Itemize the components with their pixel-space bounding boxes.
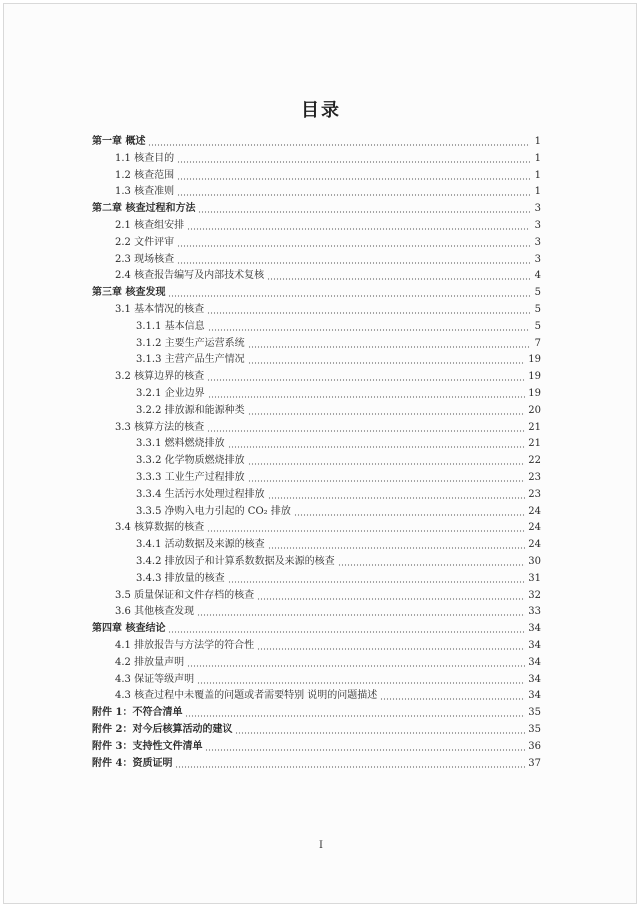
toc-entry-label: 3.2.2 排放源和能源种类	[136, 404, 245, 416]
dot-leader	[207, 530, 525, 532]
toc-entry-page-number: 34	[528, 640, 541, 651]
toc-entry-page-number: 3	[534, 220, 541, 231]
toc-entry-page-number: 23	[528, 472, 541, 483]
dot-leader	[380, 698, 525, 700]
dot-leader	[207, 312, 530, 314]
toc-entry-page-number: 3	[534, 236, 541, 248]
toc-entry-label: 3.4.2 排放因子和计算系数数据及来源的核查	[136, 556, 335, 567]
toc-entry-label: 4.3 核查过程中未覆盖的问题或者需要特别 说明的问题描述	[115, 690, 378, 702]
dot-leader	[197, 614, 525, 616]
dot-leader	[205, 749, 525, 751]
toc-section-entry[interactable]	[136, 434, 541, 450]
toc-section-entry[interactable]	[115, 418, 541, 434]
toc-entry-label: 附件 1：不符合清单	[92, 707, 183, 719]
toc-entry-page-number: 19	[528, 388, 541, 399]
toc-entry-label: 2.3 现场核查	[115, 253, 175, 265]
toc-chapter-entry[interactable]	[92, 754, 541, 770]
toc-entry-label: 3.1.2 主要生产运营系统	[136, 337, 245, 349]
dot-leader	[294, 514, 525, 516]
toc-section-entry[interactable]	[115, 182, 541, 198]
toc-entry-label: 4.1 排放报告与方法学的符合性	[115, 640, 255, 651]
toc-entry-label: 4.3 保证等级声明	[115, 673, 195, 685]
toc-entry-label: 3.4.1 活动数据及来源的核查	[136, 539, 265, 551]
toc-entry-page-number: 4	[534, 270, 541, 282]
toc-entry-page-number: 34	[528, 656, 541, 668]
dot-leader	[268, 497, 526, 499]
toc-entry-label: 3.5 质量保证和文件存档的核查	[115, 589, 255, 601]
dot-leader	[257, 648, 525, 650]
dot-leader	[177, 245, 530, 247]
dot-leader	[177, 178, 530, 180]
toc-section-entry[interactable]	[115, 250, 541, 266]
toc-entry-label: 3.1.3 主营产品生产情况	[136, 354, 245, 366]
toc-entry-label: 3.1 基本情况的核查	[115, 304, 205, 315]
toc-entry-page-number: 21	[528, 438, 541, 450]
dot-leader	[185, 715, 525, 717]
toc-entry-label: 1.3 核查准则	[115, 186, 175, 198]
page-number-footer: I	[319, 840, 323, 851]
toc-section-entry[interactable]	[115, 266, 541, 282]
toc-section-entry[interactable]	[115, 216, 541, 232]
toc-section-entry[interactable]	[136, 485, 541, 501]
toc-entry-label: 附件 3：支持性文件清单	[92, 740, 203, 752]
toc-entry-label: 3.3.5 净购入电力引起的 CO₂ 排放	[136, 505, 291, 517]
toc-entry-label: 3.3.1 燃料燃烧排放	[136, 438, 225, 450]
toc-entry-label: 2.2 文件评审	[115, 236, 175, 248]
toc-entry-page-number: 5	[534, 320, 541, 332]
toc-entry-page-number: 1	[534, 186, 541, 198]
toc-section-entry[interactable]	[136, 401, 541, 417]
dot-leader	[175, 766, 525, 768]
toc-section-entry[interactable]	[115, 586, 541, 602]
toc-entry-page-number: 24	[528, 539, 541, 551]
dot-leader	[187, 228, 530, 230]
toc-entry-page-number: 7	[534, 337, 541, 349]
toc-section-entry[interactable]	[115, 518, 541, 534]
dot-leader	[248, 480, 526, 482]
toc-section-entry[interactable]	[115, 602, 541, 618]
toc-entry-label: 3.2 核算边界的核查	[115, 371, 205, 383]
toc-entry-page-number: 1	[534, 169, 541, 181]
toc-entry-label: 第二章 核查过程和方法	[92, 203, 196, 215]
toc-entry-page-number: 21	[528, 421, 541, 433]
toc-section-entry[interactable]	[115, 367, 541, 383]
toc-section-entry[interactable]	[136, 334, 541, 350]
toc-entry-page-number: 3	[534, 203, 541, 215]
toc-entry-page-number: 22	[528, 455, 541, 467]
toc-entry-page-number: 35	[528, 724, 541, 735]
toc-entry-page-number: 20	[528, 404, 541, 416]
toc-entry-label: 2.4 核查报告编写及内部技术复核	[115, 270, 265, 282]
toc-entry-label: 3.3.2 化学物质燃烧排放	[136, 455, 245, 467]
dot-leader	[208, 396, 526, 398]
toc-entry-label: 3.3.3 工业生产过程排放	[136, 472, 245, 483]
toc-section-entry[interactable]	[115, 233, 541, 249]
toc-entry-label: 3.6 其他核查发现	[115, 606, 195, 618]
toc-entry-page-number: 1	[534, 136, 541, 147]
toc-entry-label: 3.3.4 生活污水处理过程排放	[136, 488, 265, 500]
toc-chapter-entry[interactable]	[92, 703, 541, 719]
toc-chapter-entry[interactable]	[92, 283, 541, 299]
dot-leader	[207, 379, 525, 381]
toc-entry-page-number: 34	[528, 623, 541, 635]
toc-entry-page-number: 5	[534, 304, 541, 315]
dot-leader	[208, 329, 530, 331]
dot-leader	[207, 430, 525, 432]
toc-entry-page-number: 36	[528, 740, 541, 752]
toc-entry-label: 第一章 概述	[92, 136, 146, 147]
toc-entry-label: 第四章 核查结论	[92, 623, 166, 635]
toc-entry-label: 3.1.1 基本信息	[136, 320, 205, 332]
toc-section-entry[interactable]	[115, 653, 541, 669]
toc-section-entry[interactable]	[115, 636, 541, 652]
toc-entry-label: 3.3 核算方法的核查	[115, 421, 205, 433]
toc-chapter-entry[interactable]	[92, 737, 541, 753]
dot-leader	[168, 295, 530, 297]
toc-entry-page-number: 24	[528, 505, 541, 517]
toc-entry-label: 1.2 核查范围	[115, 169, 175, 181]
toc-section-entry[interactable]	[115, 686, 541, 702]
toc-chapter-entry[interactable]	[92, 720, 541, 736]
toc-entry-page-number: 1	[534, 152, 541, 164]
dot-leader	[177, 194, 530, 196]
dot-leader	[248, 413, 526, 415]
toc-section-entry[interactable]	[136, 317, 541, 333]
toc-entry-page-number: 33	[528, 606, 541, 618]
toc-section-entry[interactable]	[136, 468, 541, 484]
toc-entry-page-number: 19	[528, 371, 541, 383]
toc-section-entry[interactable]	[136, 552, 541, 568]
dot-leader	[235, 732, 525, 734]
toc-section-entry[interactable]	[115, 166, 541, 182]
toc-section-entry[interactable]	[115, 149, 541, 165]
toc-entry-label: 1.1 核查目的	[115, 152, 175, 164]
toc-entry-label: 3.2.1 企业边界	[136, 388, 205, 399]
dot-leader	[248, 463, 526, 465]
toc-chapter-entry[interactable]	[92, 619, 541, 635]
dot-leader	[187, 665, 525, 667]
dot-leader	[228, 446, 526, 448]
toc-entry-label: 4.2 排放量声明	[115, 656, 185, 668]
toc-entry-page-number: 35	[528, 707, 541, 719]
toc-entry-label: 2.1 核查组安排	[115, 220, 185, 231]
toc-section-entry[interactable]	[136, 535, 541, 551]
toc-entry-page-number: 30	[528, 556, 541, 567]
dot-leader	[148, 144, 530, 146]
toc-entry-page-number: 34	[528, 690, 541, 702]
dot-leader	[197, 682, 525, 684]
toc-entry-page-number: 19	[528, 354, 541, 366]
toc-chapter-entry[interactable]	[92, 132, 541, 148]
dot-leader	[257, 598, 525, 600]
toc-entry-label: 3.4 核算数据的核查	[115, 522, 205, 534]
toc-entry-label: 3.4.3 排放量的核查	[136, 572, 225, 584]
dot-leader	[198, 211, 530, 213]
toc-chapter-entry[interactable]	[92, 199, 541, 215]
dot-leader	[177, 161, 530, 163]
dot-leader	[177, 262, 530, 264]
toc-entry-page-number: 5	[534, 287, 541, 299]
toc-entry-label: 第三章 核查发现	[92, 287, 166, 299]
toc-entry-page-number: 31	[528, 572, 541, 584]
toc-section-entry[interactable]	[115, 670, 541, 686]
toc-entry-label: 附件 4：资质证明	[92, 757, 173, 769]
toc-entry-page-number: 23	[528, 488, 541, 500]
toc-entry-page-number: 34	[528, 673, 541, 685]
dot-leader	[248, 362, 526, 364]
toc-section-entry[interactable]	[136, 350, 541, 366]
dot-leader	[168, 631, 525, 633]
toc-entry-page-number: 37	[528, 757, 541, 769]
toc-entry-label: 附件 2：对今后核算活动的建议	[92, 724, 233, 735]
toc-section-entry[interactable]	[136, 384, 541, 400]
dot-leader	[338, 564, 526, 566]
toc-section-entry[interactable]	[136, 502, 541, 518]
toc-entry-page-number: 32	[528, 589, 541, 601]
toc-entry-page-number: 3	[534, 253, 541, 265]
toc-section-entry[interactable]	[136, 451, 541, 467]
toc-section-entry[interactable]	[136, 569, 541, 585]
page-title: 目录	[301, 100, 341, 121]
dot-leader	[267, 278, 530, 280]
dot-leader	[228, 581, 526, 583]
toc-entry-page-number: 24	[528, 522, 541, 534]
toc-section-entry[interactable]	[115, 300, 541, 316]
dot-leader	[248, 346, 530, 348]
dot-leader	[268, 547, 526, 549]
